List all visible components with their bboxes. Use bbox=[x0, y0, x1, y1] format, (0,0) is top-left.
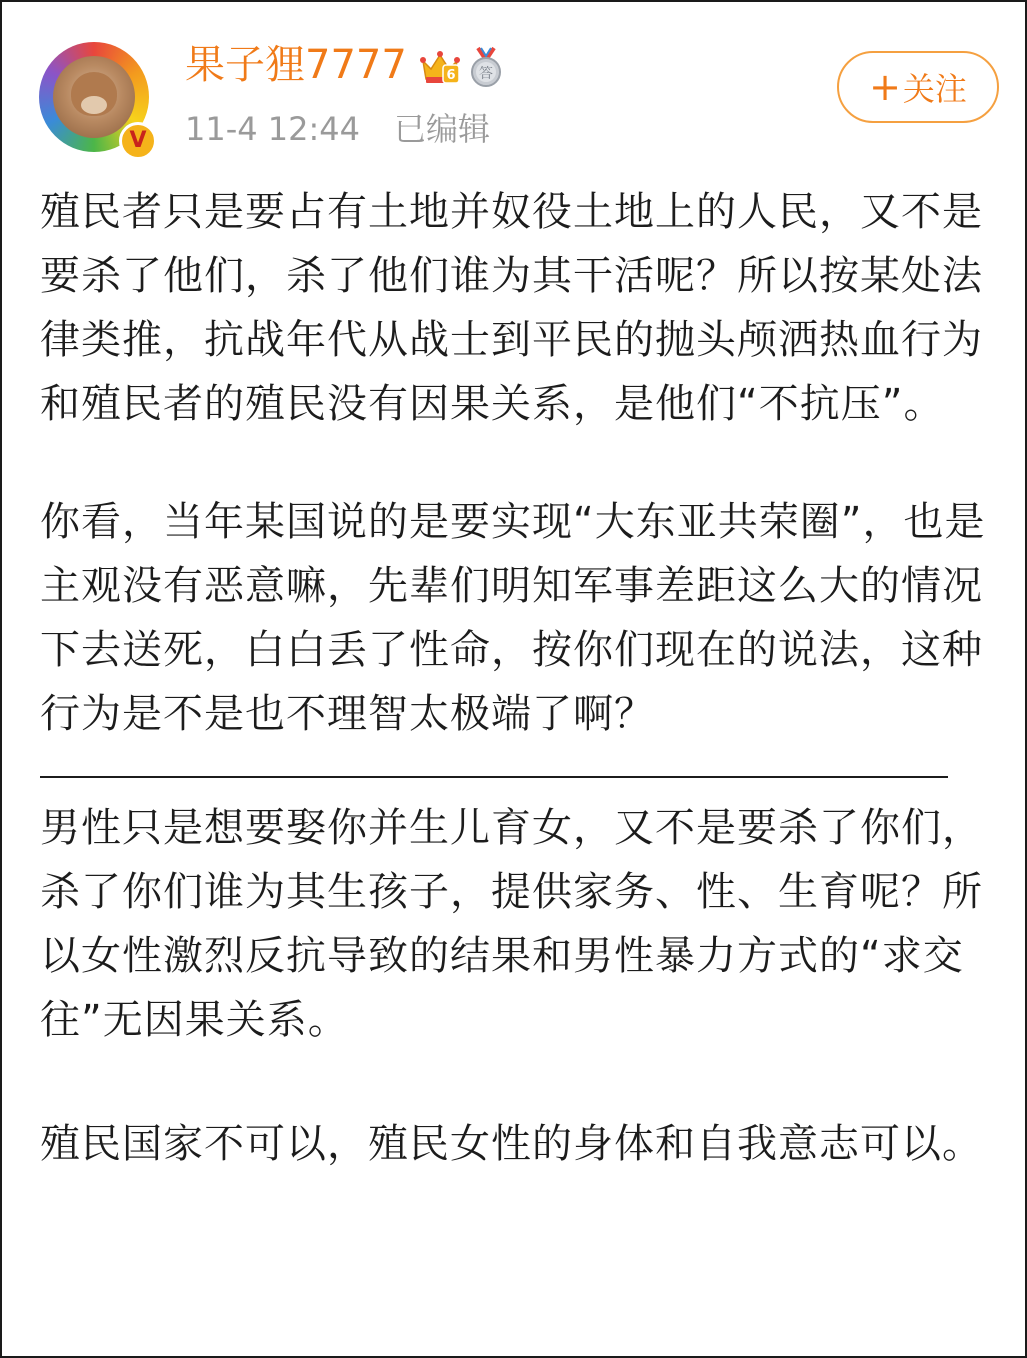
crown-vip-icon bbox=[419, 47, 461, 87]
post-timestamp[interactable]: 11-4 12:44 bbox=[185, 110, 361, 148]
post-paragraph-3: 男性只是想要娶你并生儿育女，又不是要杀了你们，杀了你们谁为其生孩子，提供家务、性、生育呢？所以女性激烈反抗导致的结果和男性暴力方式的“求交往”无因果关系。 bbox=[40, 805, 983, 1043]
medal-text: 答 bbox=[479, 66, 493, 82]
avatar-image bbox=[53, 56, 135, 138]
edited-label[interactable]: 已编辑 bbox=[394, 110, 491, 148]
post-paragraph-2: 你看，当年某国说的是要实现“大东亚共荣圈”，也是主观没有恶意嘛，先辈们明知军事差距这么大的情况下去送死，白白丢了性命，按你们现在的说法，这种行为是不是也不理智太极端了啊？ bbox=[40, 499, 986, 737]
post-meta bbox=[185, 107, 490, 151]
post-paragraph-1: 殖民者只是要占有土地并奴役土地上的人民，又不是要杀了他们，杀了他们谁为其干活呢？所以按某处法律类推，抗战年代从战士到平民的抛头颅洒热血行为和殖民者的殖民没有因果关系，是他们“不抗压”。 bbox=[40, 189, 983, 427]
verified-v-icon: V bbox=[119, 122, 157, 160]
avatar-snout bbox=[81, 96, 107, 114]
divider-line bbox=[40, 776, 948, 778]
post-body bbox=[40, 180, 990, 1176]
post-paragraph-4: 殖民国家不可以，殖民女性的身体和自我意志可以。 bbox=[40, 1121, 983, 1167]
plus-icon: + bbox=[869, 65, 901, 109]
username[interactable]: 果子狸7777 bbox=[185, 42, 407, 88]
follow-button-label: 关注 bbox=[902, 70, 967, 108]
medal-answer-icon bbox=[467, 46, 505, 88]
follow-button[interactable] bbox=[837, 51, 999, 123]
avatar[interactable] bbox=[39, 42, 153, 156]
crown-level-text: 6 bbox=[446, 68, 456, 83]
